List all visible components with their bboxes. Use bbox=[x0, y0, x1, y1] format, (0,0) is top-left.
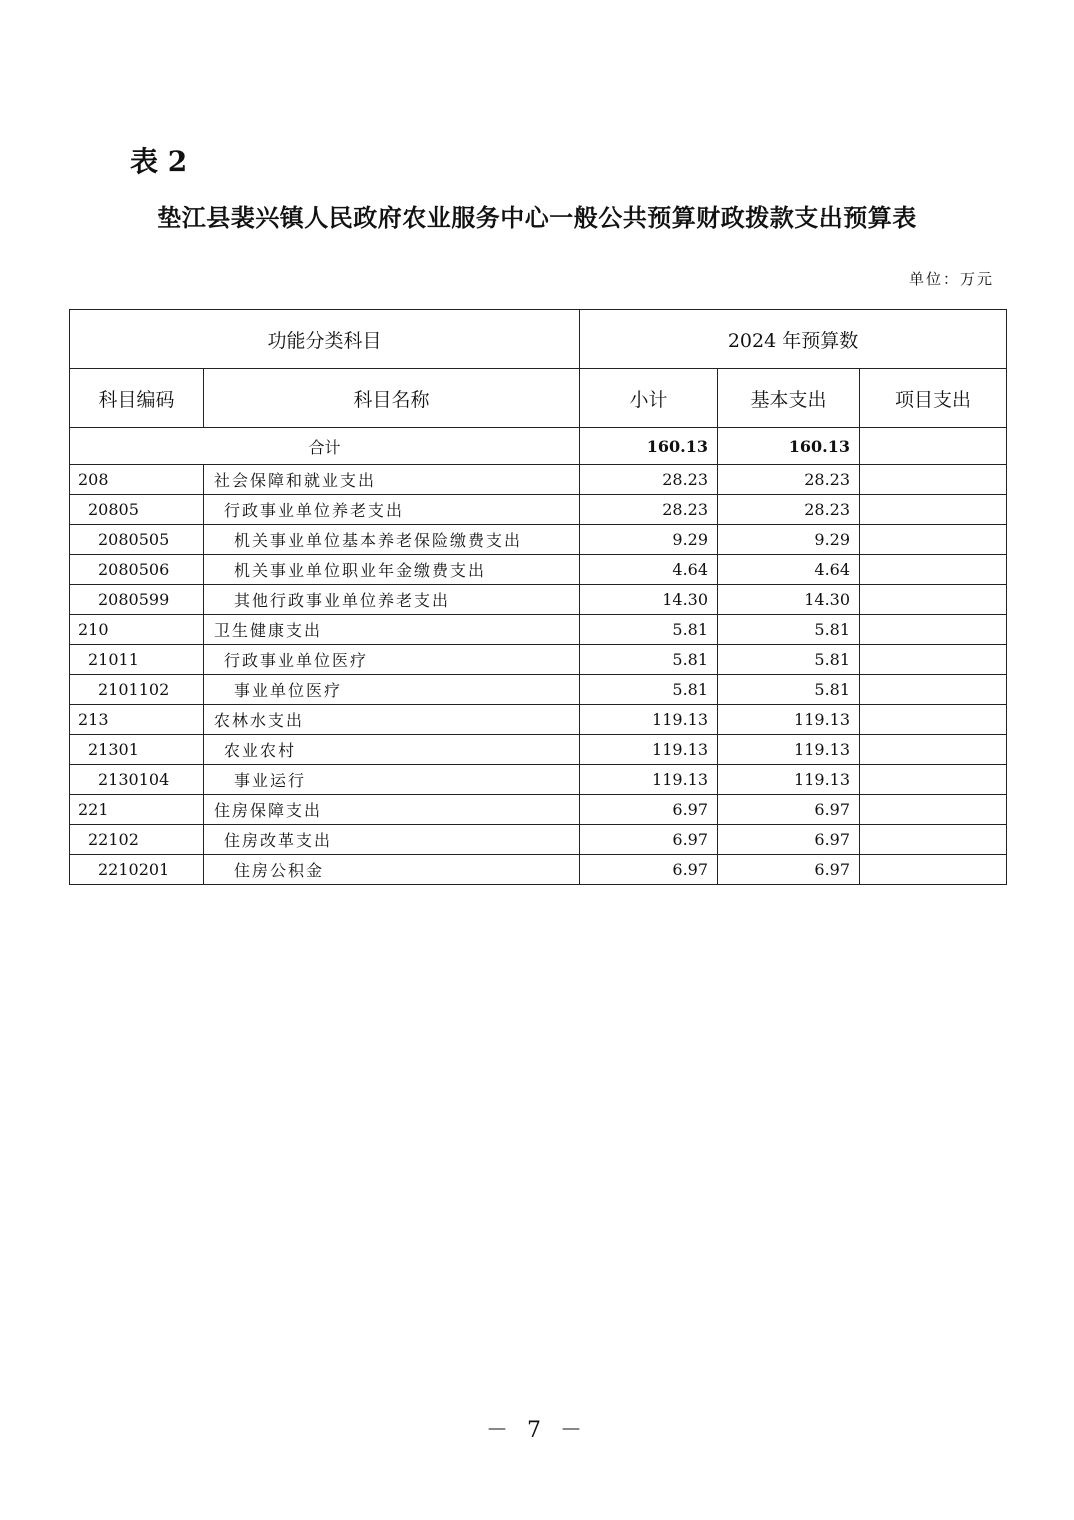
row-name: 事业运行 bbox=[204, 765, 580, 795]
row-name: 住房保障支出 bbox=[204, 795, 580, 825]
table-row bbox=[70, 765, 1007, 795]
row-subtotal: 119.13 bbox=[580, 705, 718, 735]
row-name: 社会保障和就业支出 bbox=[204, 465, 580, 495]
row-subtotal: 5.81 bbox=[580, 675, 718, 705]
row-name: 机关事业单位基本养老保险缴费支出 bbox=[204, 525, 580, 555]
row-name: 行政事业单位医疗 bbox=[204, 645, 580, 675]
table-row bbox=[70, 825, 1007, 855]
row-code: 221 bbox=[70, 795, 204, 825]
header-function-group: 功能分类科目 bbox=[70, 310, 580, 369]
table-row bbox=[70, 585, 1007, 615]
row-basic: 9.29 bbox=[718, 525, 860, 555]
table-row bbox=[70, 795, 1007, 825]
row-project bbox=[860, 465, 1007, 495]
row-code: 213 bbox=[70, 705, 204, 735]
row-project bbox=[860, 495, 1007, 525]
row-subtotal: 4.64 bbox=[580, 555, 718, 585]
row-basic: 28.23 bbox=[718, 465, 860, 495]
table-row bbox=[70, 735, 1007, 765]
header-project: 项目支出 bbox=[860, 369, 1007, 428]
total-basic: 160.13 bbox=[718, 428, 860, 465]
row-code: 2130104 bbox=[70, 765, 204, 795]
header-name: 科目名称 bbox=[204, 369, 580, 428]
row-subtotal: 28.23 bbox=[580, 495, 718, 525]
table-row bbox=[70, 645, 1007, 675]
row-basic: 119.13 bbox=[718, 705, 860, 735]
header-budget-group: 2024 年预算数 bbox=[580, 310, 1007, 369]
table-row bbox=[70, 495, 1007, 525]
row-project bbox=[860, 825, 1007, 855]
row-name: 其他行政事业单位养老支出 bbox=[204, 585, 580, 615]
row-name: 住房改革支出 bbox=[204, 825, 580, 855]
row-subtotal: 9.29 bbox=[580, 525, 718, 555]
table-row bbox=[70, 855, 1007, 885]
row-basic: 6.97 bbox=[718, 855, 860, 885]
row-code: 2210201 bbox=[70, 855, 204, 885]
table-row bbox=[70, 525, 1007, 555]
row-project bbox=[860, 525, 1007, 555]
total-subtotal: 160.13 bbox=[580, 428, 718, 465]
row-code: 21301 bbox=[70, 735, 204, 765]
total-project bbox=[860, 428, 1007, 465]
row-project bbox=[860, 675, 1007, 705]
row-project bbox=[860, 705, 1007, 735]
row-subtotal: 5.81 bbox=[580, 615, 718, 645]
row-name: 行政事业单位养老支出 bbox=[204, 495, 580, 525]
row-name: 住房公积金 bbox=[204, 855, 580, 885]
header-subtotal: 小计 bbox=[580, 369, 718, 428]
row-subtotal: 28.23 bbox=[580, 465, 718, 495]
row-code: 22102 bbox=[70, 825, 204, 855]
row-code: 2101102 bbox=[70, 675, 204, 705]
row-code: 2080505 bbox=[70, 525, 204, 555]
row-name: 事业单位医疗 bbox=[204, 675, 580, 705]
row-project bbox=[860, 555, 1007, 585]
table-row bbox=[70, 675, 1007, 705]
row-project bbox=[860, 765, 1007, 795]
row-basic: 14.30 bbox=[718, 585, 860, 615]
row-name: 农林水支出 bbox=[204, 705, 580, 735]
document-title: 垫江县裴兴镇人民政府农业服务中心一般公共预算财政拨款支出预算表 bbox=[157, 203, 917, 232]
row-project bbox=[860, 855, 1007, 885]
budget-table bbox=[69, 309, 1007, 885]
row-subtotal: 6.97 bbox=[580, 855, 718, 885]
row-subtotal: 6.97 bbox=[580, 795, 718, 825]
total-row bbox=[70, 428, 1007, 465]
row-code: 21011 bbox=[70, 645, 204, 675]
row-code: 208 bbox=[70, 465, 204, 495]
row-subtotal: 119.13 bbox=[580, 735, 718, 765]
row-code: 2080506 bbox=[70, 555, 204, 585]
row-basic: 28.23 bbox=[718, 495, 860, 525]
row-basic: 5.81 bbox=[718, 645, 860, 675]
row-subtotal: 14.30 bbox=[580, 585, 718, 615]
row-code: 210 bbox=[70, 615, 204, 645]
row-subtotal: 5.81 bbox=[580, 645, 718, 675]
row-basic: 6.97 bbox=[718, 825, 860, 855]
row-basic: 119.13 bbox=[718, 735, 860, 765]
unit-label: 单位：万元 bbox=[908, 270, 994, 288]
table-row bbox=[70, 555, 1007, 585]
row-name: 农业农村 bbox=[204, 735, 580, 765]
row-subtotal: 6.97 bbox=[580, 825, 718, 855]
row-code: 2080599 bbox=[70, 585, 204, 615]
row-project bbox=[860, 585, 1007, 615]
row-project bbox=[860, 615, 1007, 645]
table-row bbox=[70, 705, 1007, 735]
row-project bbox=[860, 645, 1007, 675]
row-subtotal: 119.13 bbox=[580, 765, 718, 795]
header-code: 科目编码 bbox=[70, 369, 204, 428]
row-basic: 5.81 bbox=[718, 675, 860, 705]
page-number: － 7 － bbox=[486, 1418, 588, 1443]
table-row bbox=[70, 615, 1007, 645]
total-label: 合计 bbox=[70, 428, 580, 465]
row-name: 卫生健康支出 bbox=[204, 615, 580, 645]
row-basic: 6.97 bbox=[718, 795, 860, 825]
table-body bbox=[70, 428, 1007, 885]
row-name: 机关事业单位职业年金缴费支出 bbox=[204, 555, 580, 585]
row-basic: 119.13 bbox=[718, 765, 860, 795]
table-row bbox=[70, 465, 1007, 495]
table-label: 表 2 bbox=[130, 145, 188, 178]
row-basic: 4.64 bbox=[718, 555, 860, 585]
row-basic: 5.81 bbox=[718, 615, 860, 645]
header-basic: 基本支出 bbox=[718, 369, 860, 428]
row-project bbox=[860, 735, 1007, 765]
row-project bbox=[860, 795, 1007, 825]
row-code: 20805 bbox=[70, 495, 204, 525]
